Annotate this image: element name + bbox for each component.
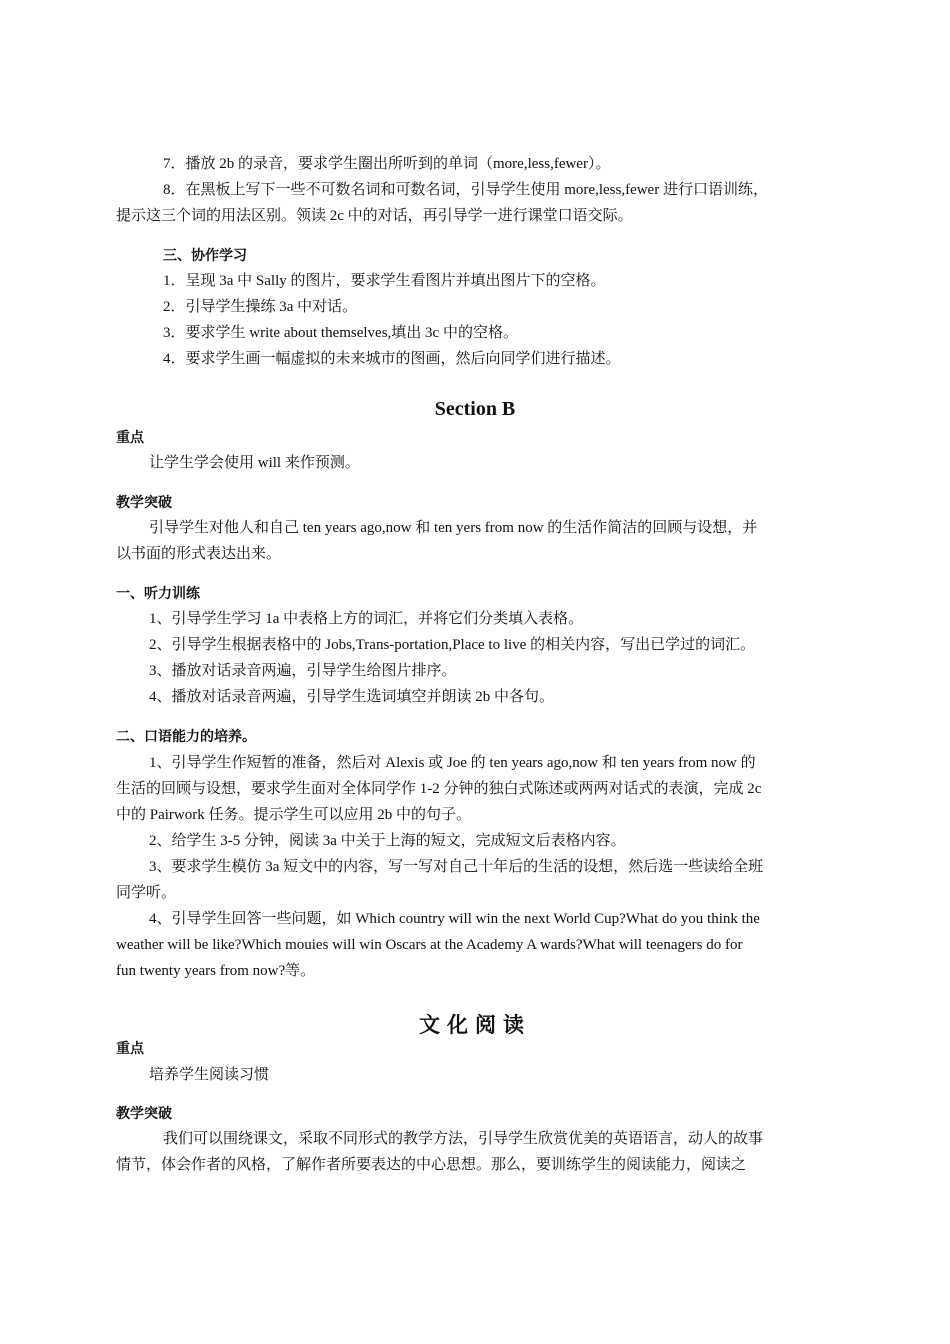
culture-focus-heading: 重点 [116, 1041, 144, 1057]
cooperative-item-3: 3．要求学生 write about themselves,填出 3c 中的空格。 [163, 325, 518, 341]
section-b-title: Section B [434, 398, 516, 420]
oral-item-1-line3: 中的 Pairwork 任务。提示学生可以应用 2b 中的句子。 [116, 807, 471, 823]
oral-heading: 二、口语能力的培养。 [116, 729, 256, 745]
listening-item-3: 3、播放对话录音两遍，引导学生给图片排序。 [149, 663, 457, 679]
item-8-line2: 提示这三个词的用法区别。领读 2c 中的对话，再引导学一进行课堂口语交际。 [116, 208, 633, 224]
breakthrough-line-2: 以书面的形式表达出来。 [116, 546, 282, 562]
oral-item-3-line2: 同学听。 [116, 885, 177, 901]
culture-breakthrough-heading: 教学突破 [116, 1106, 172, 1122]
oral-item-1-line2: 生活的回顾与设想，要求学生面对全体同学作 1-2 分钟的独白式陈述或两两对话式的表演，完成 2c [116, 781, 762, 797]
culture-focus-text: 培养学生阅读习惯 [149, 1067, 270, 1083]
focus-heading: 重点 [116, 430, 144, 446]
listening-heading: 一、听力训练 [116, 586, 200, 602]
cooperative-item-2: 2．引导学生操练 3a 中对话。 [163, 299, 358, 315]
oral-item-4-line1: 4、引导学生回答一些问题，如 Which country will win the next World Cup?What do you think the [149, 911, 760, 927]
oral-item-4-line3: fun twenty years from now?等。 [116, 963, 316, 979]
cooperative-heading: 三、协作学习 [163, 248, 247, 264]
oral-item-2: 2、给学生 3-5 分钟，阅读 3a 中关于上海的短文，完成短文后表格内容。 [149, 833, 626, 849]
breakthrough-line-1: 引导学生对他人和自己 ten years ago,now 和 ten yers from now 的生活作简洁的回顾与设想，并 [149, 520, 758, 536]
culture-breakthrough-line-2: 情节，体会作者的风格，了解作者所要表达的中心思想。那么，要训练学生的阅读能力，阅读之 [116, 1157, 747, 1173]
listening-item-1: 1、引导学生学习 1a 中表格上方的词汇，并将它们分类填入表格。 [149, 611, 584, 627]
item-7: 7．播放 2b 的录音，要求学生圈出所听到的单词（more,less,fewer）。 [163, 156, 611, 172]
listening-item-2: 2、引导学生根据表格中的 Jobs,Trans-portation,Place to live 的相关内容，写出已学过的词汇。 [149, 637, 756, 653]
breakthrough-heading: 教学突破 [116, 495, 172, 511]
oral-item-3-line1: 3、要求学生模仿 3a 短文中的内容，写一写对自己十年后的生活的设想，然后选一些读给全班 [149, 859, 764, 875]
item-8-line1: 8．在黑板上写下一些不可数名词和可数名词，引导学生使用 more,less,fewer 进行口语训练， [163, 182, 768, 198]
oral-item-1-line1: 1、引导学生作短暂的准备，然后对 Alexis 或 Joe 的 ten years ago,now 和 ten years from now 的 [149, 755, 756, 771]
cooperative-item-1: 1．呈现 3a 中 Sally 的图片，要求学生看图片并填出图片下的空格。 [163, 273, 606, 289]
cooperative-item-4: 4．要求学生画一幅虚拟的未来城市的图画，然后向同学们进行描述。 [163, 351, 621, 367]
culture-title: 文化阅读 [419, 1013, 531, 1037]
listening-item-4: 4、播放对话录音两遍，引导学生选词填空并朗读 2b 中各句。 [149, 689, 555, 705]
focus-text: 让学生学会使用 will 来作预测。 [149, 455, 360, 471]
oral-item-4-line2: weather will be like?Which mouies will win Oscars at the Academy A wards?What will teenagers do for [116, 937, 743, 953]
culture-breakthrough-line-1: 我们可以围绕课文，采取不同形式的教学方法，引导学生欣赏优美的英语语言，动人的故事 [163, 1131, 764, 1147]
